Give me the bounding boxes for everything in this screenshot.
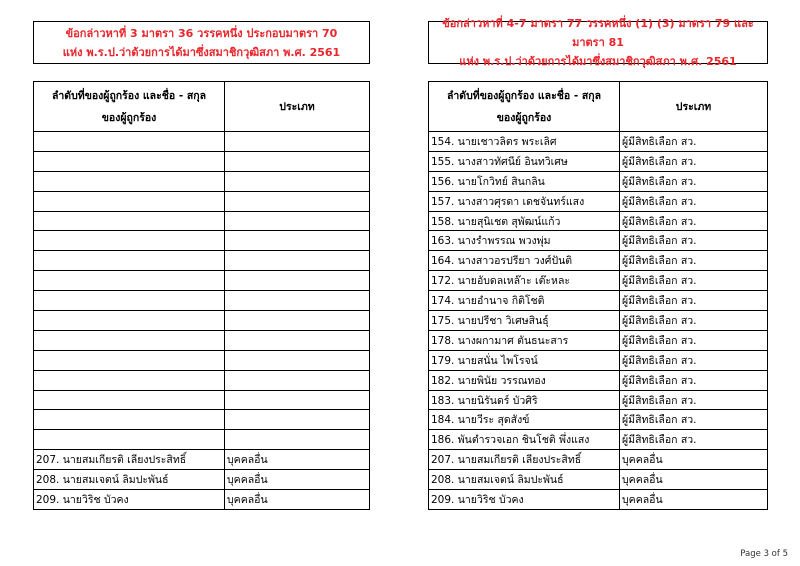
respondent-type-cell: ผู้มีสิทธิเลือก สว. (620, 350, 768, 370)
respondent-name-cell: 158. นายสุนิเชต สุพัฒน์แก้ว (429, 211, 620, 231)
right-table-body (429, 132, 768, 510)
respondent-name-cell (34, 191, 225, 211)
respondent-name-cell (34, 251, 225, 271)
respondent-name-cell (34, 171, 225, 191)
table-row (429, 211, 768, 231)
table-row (429, 311, 768, 331)
left-header-name (34, 82, 225, 132)
respondent-type-cell (225, 330, 370, 350)
table-row (34, 271, 370, 291)
respondent-type-cell (225, 171, 370, 191)
respondent-name-cell: 174. นายอำนาจ กิติโชติ (429, 291, 620, 311)
respondent-name-cell: 182. นายพินัย วรรณทอง (429, 370, 620, 390)
table-row (34, 311, 370, 331)
table-row (429, 231, 768, 251)
table-row (34, 370, 370, 390)
table-row (429, 430, 768, 450)
respondent-type-cell: บุคคลอื่น (620, 450, 768, 470)
respondent-type-cell: ผู้มีสิทธิเลือก สว. (620, 171, 768, 191)
table-row (34, 330, 370, 350)
right-title-line1: ข้อกล่าวหาที่ 4-7 มาตรา 77 วรรคหนึ่ง (1) (3) มาตรา 79 และมาตรา 81 (442, 17, 754, 49)
respondent-type-cell: ผู้มีสิทธิเลือก สว. (620, 311, 768, 331)
right-table (428, 81, 768, 510)
respondent-name-cell (34, 330, 225, 350)
table-row (34, 231, 370, 251)
page-number: Page 3 of 5 (740, 549, 788, 559)
right-header-type: ประเภท (620, 82, 768, 132)
respondent-type-cell: ผู้มีสิทธิเลือก สว. (620, 271, 768, 291)
respondent-name-cell: 184. นายวีระ สุดสังข์ (429, 410, 620, 430)
respondent-type-cell (225, 311, 370, 331)
left-title-line1: ข้อกล่าวหาที่ 3 มาตรา 36 วรรคหนึ่ง ประกอบมาตรา 70 (65, 26, 338, 40)
left-table (33, 81, 370, 510)
table-row (34, 490, 370, 510)
respondent-type-cell (225, 231, 370, 251)
table-row (429, 450, 768, 470)
table-row (429, 171, 768, 191)
table-row (34, 450, 370, 470)
respondent-type-cell (225, 211, 370, 231)
respondent-type-cell: บุคคลอื่น (225, 490, 370, 510)
respondent-type-cell: บุคคลอื่น (225, 450, 370, 470)
respondent-type-cell: ผู้มีสิทธิเลือก สว. (620, 132, 768, 152)
respondent-type-cell: ผู้มีสิทธิเลือก สว. (620, 231, 768, 251)
table-row (34, 211, 370, 231)
respondent-type-cell: บุคคลอื่น (225, 470, 370, 490)
table-row (429, 271, 768, 291)
respondent-type-cell (225, 410, 370, 430)
table-row (34, 390, 370, 410)
respondent-name-cell: 163. นางรำพรรณ พวงพุ่ม (429, 231, 620, 251)
respondent-type-cell (225, 132, 370, 152)
respondent-type-cell (225, 271, 370, 291)
respondent-name-cell (34, 132, 225, 152)
right-header-name-line2: ของผู้ถูกร้อง (496, 111, 552, 124)
right-header-name (429, 82, 620, 132)
right-title-box (428, 17, 768, 68)
respondent-name-cell (34, 430, 225, 450)
table-row (34, 251, 370, 271)
respondent-type-cell: ผู้มีสิทธิเลือก สว. (620, 330, 768, 350)
respondent-name-cell: 183. นายนิรันดร์ บัวศิริ (429, 390, 620, 410)
table-row (429, 390, 768, 410)
respondent-name-cell (34, 410, 225, 430)
respondent-type-cell (225, 370, 370, 390)
table-row (34, 291, 370, 311)
respondent-name-cell: 209. นายวิริช บัวคง (34, 490, 225, 510)
respondent-type-cell: บุคคลอื่น (620, 470, 768, 490)
table-row (429, 490, 768, 510)
table-row (429, 132, 768, 152)
respondent-type-cell (225, 291, 370, 311)
left-header-name-line1: ลำดับที่ของผู้ถูกร้อง และชื่อ - สกุล (51, 89, 207, 102)
respondent-type-cell: ผู้มีสิทธิเลือก สว. (620, 370, 768, 390)
table-row (34, 350, 370, 370)
respondent-type-cell (225, 390, 370, 410)
left-title-line2: แห่ง พ.ร.ป.ว่าด้วยการได้มาซึ่งสมาชิกวุฒิสภา พ.ศ. 2561 (62, 45, 341, 59)
respondent-type-cell: ผู้มีสิทธิเลือก สว. (620, 430, 768, 450)
table-row (34, 410, 370, 430)
table-row (429, 350, 768, 370)
respondent-type-cell: ผู้มีสิทธิเลือก สว. (620, 410, 768, 430)
respondent-name-cell (34, 231, 225, 251)
respondent-name-cell (34, 350, 225, 370)
respondent-type-cell: ผู้มีสิทธิเลือก สว. (620, 191, 768, 211)
right-title-line2: แห่ง พ.ร.ป.ว่าด้วยการได้มาซึ่งสมาชิกวุฒิสภา พ.ศ. 2561 (459, 55, 737, 68)
respondent-name-cell (34, 311, 225, 331)
respondent-name-cell: 209. นายวิริช บัวคง (429, 490, 620, 510)
respondent-name-cell: 154. นายเชาวลิตร พระเลิศ (429, 132, 620, 152)
respondent-name-cell: 186. พันตำรวจเอก ชินโชติ พึ่งแสง (429, 430, 620, 450)
table-row (429, 191, 768, 211)
table-row (429, 151, 768, 171)
respondent-name-cell: 175. นายปรีชา วิเศษสินธุ์ (429, 311, 620, 331)
respondent-name-cell: 207. นายสมเกียรติ เลียงประสิทธิ์ (429, 450, 620, 470)
respondent-name-cell (34, 271, 225, 291)
respondent-name-cell: 164. นางสาวอรปรียา วงศ์ปันติ (429, 251, 620, 271)
left-header-name-line2: ของผู้ถูกร้อง (101, 111, 157, 124)
table-row (34, 430, 370, 450)
respondent-name-cell: 155. นางสาวทัศนีย์ อินทวิเศษ (429, 151, 620, 171)
respondent-name-cell (34, 390, 225, 410)
respondent-type-cell (225, 191, 370, 211)
respondent-name-cell: 157. นางสาวศุรดา เดชจันทร์แสง (429, 191, 620, 211)
table-row (429, 291, 768, 311)
table-row (429, 470, 768, 490)
table-row (429, 410, 768, 430)
respondent-type-cell (225, 151, 370, 171)
respondent-type-cell: ผู้มีสิทธิเลือก สว. (620, 291, 768, 311)
respondent-type-cell: ผู้มีสิทธิเลือก สว. (620, 390, 768, 410)
table-row (34, 470, 370, 490)
left-title-box (33, 21, 370, 64)
respondent-name-cell: 178. นางผกามาศ ตันธนะสาร (429, 330, 620, 350)
respondent-name-cell (34, 211, 225, 231)
respondent-type-cell: ผู้มีสิทธิเลือก สว. (620, 251, 768, 271)
respondent-type-cell (225, 251, 370, 271)
left-table-header-row (34, 82, 370, 132)
respondent-name-cell: 207. นายสมเกียรติ เลียงประสิทธิ์ (34, 450, 225, 470)
table-row (34, 171, 370, 191)
table-row (34, 132, 370, 152)
table-row (34, 151, 370, 171)
right-table-header-row (429, 82, 768, 132)
respondent-type-cell: ผู้มีสิทธิเลือก สว. (620, 211, 768, 231)
respondent-name-cell (34, 291, 225, 311)
respondent-name-cell: 179. นายสนั่น ไพโรจน์ (429, 350, 620, 370)
respondent-name-cell (34, 370, 225, 390)
respondent-name-cell (34, 151, 225, 171)
respondent-name-cell: 208. นายสมเจตน์ ลิมปะพันธ์ (34, 470, 225, 490)
respondent-type-cell (225, 430, 370, 450)
respondent-name-cell: 208. นายสมเจตน์ ลิมปะพันธ์ (429, 470, 620, 490)
table-row (429, 370, 768, 390)
table-row (34, 191, 370, 211)
respondent-name-cell: 172. นายอับดลเหล๊าะ เต๊ะหละ (429, 271, 620, 291)
table-row (429, 251, 768, 271)
right-header-name-line1: ลำดับที่ของผู้ถูกร้อง และชื่อ - สกุล (446, 89, 602, 102)
respondent-type-cell: ผู้มีสิทธิเลือก สว. (620, 151, 768, 171)
left-header-type: ประเภท (225, 82, 370, 132)
table-row (429, 330, 768, 350)
left-table-body (34, 132, 370, 510)
respondent-type-cell (225, 350, 370, 370)
respondent-type-cell: บุคคลอื่น (620, 490, 768, 510)
respondent-name-cell: 156. นายโกวิทย์ สินกลิน (429, 171, 620, 191)
